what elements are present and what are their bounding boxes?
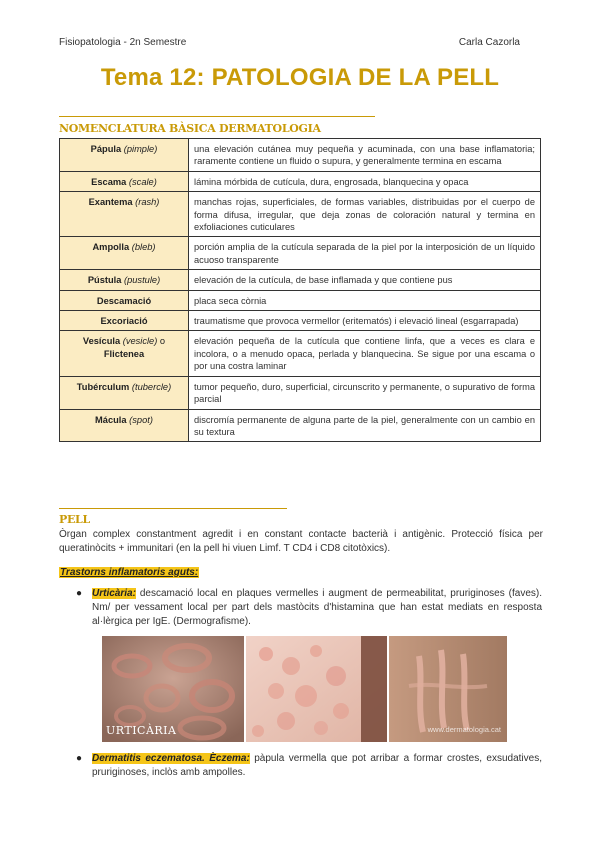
bullet-text: descamació local en plaques vermelles i augment de permeabilitat, pruriginoses (faves). Nm/ per vessament local per part dels mastòcits d'histamina que han estat mediats en resposta al·lèrgica per IgE. (Dermografisme). — [92, 588, 542, 627]
term-cell — [60, 139, 189, 172]
table-row — [60, 171, 541, 191]
term-cell — [60, 311, 189, 331]
bullet-item-eczema — [76, 752, 542, 780]
figure-caption: URTICÀRIA — [106, 724, 177, 737]
bullet-term: Dermatitis eczematosa. Èczema: — [92, 753, 250, 764]
term-translation: (scale) — [128, 176, 157, 187]
table-row — [60, 270, 541, 290]
term-cell — [60, 237, 189, 270]
nomenclature-heading: NOMENCLATURA BÀSICA DERMATOLOGIA — [59, 122, 321, 135]
term-name: Escama — [91, 176, 127, 187]
term-name: Tubérculum — [76, 381, 130, 392]
term-name: Excoriació — [100, 316, 148, 327]
term-cell — [60, 331, 189, 376]
term-cell — [60, 376, 189, 409]
term-translation: (tubercle) — [131, 381, 172, 392]
page-title: Tema 12: PATOLOGIA DE LA PELL — [100, 64, 500, 91]
definition-cell: placa seca còrnia — [189, 290, 541, 310]
term-name: Mácula — [95, 414, 127, 425]
term-name: Pústula — [87, 275, 122, 286]
term-suffix: o — [159, 336, 166, 347]
definition-cell: elevación de la cutícula, de base inflamada y que contiene pus — [189, 270, 541, 290]
definition-cell: discromía permanente de alguna parte de la piel, generalmente con un cambio en su textura — [189, 409, 541, 442]
definition-cell: manchas rojas, superficiales, de formas variables, distribuidas por el cuerpo de forma difusa, irregular, que deja zonas de coloración natural y termina en exfoliaciones cuticulares — [189, 192, 541, 237]
divider-line — [59, 116, 375, 117]
table-row — [60, 376, 541, 409]
term-cell — [60, 409, 189, 442]
term-name: Descamació — [96, 295, 152, 306]
bullet-item-urticaria — [76, 587, 542, 629]
urticaria-photo-3 — [389, 636, 507, 742]
bullet-term: Urticària: — [92, 588, 136, 599]
term-name: Exantema — [88, 197, 133, 208]
definition-cell: lámina mórbida de cutícula, dura, engrosada, blanquecina y opaca — [189, 171, 541, 191]
bullet-icon: ● — [76, 753, 83, 764]
term-name-line2: Flictenea — [103, 348, 145, 359]
divider-line — [59, 508, 287, 509]
urticaria-photo-1 — [102, 636, 244, 742]
nomenclature-table — [59, 138, 541, 442]
term-cell — [60, 171, 189, 191]
term-translation: (pustule) — [124, 275, 161, 286]
term-name: Ampolla — [92, 242, 130, 253]
bullet-icon: ● — [76, 588, 83, 599]
table-row — [60, 331, 541, 376]
pell-heading: PELL — [59, 513, 90, 526]
definition-cell: una elevación cutánea muy pequeña y acuminada, con una base inflamatoria; raramente contiene un fluido o supura, y generalmente termina en escama — [189, 139, 541, 172]
definition-cell: elevación pequeña de la cutícula que contiene linfa, que a veces es clara e incolora, o a menudo opaca, perlada y blanquecina. Se sigue por una escama o por una costra laminar — [189, 331, 541, 376]
figure-watermark: www.dermatologia.cat — [427, 725, 501, 734]
term-name: Pápula — [90, 144, 122, 154]
term-translation: (spot) — [129, 414, 153, 425]
header-course: Fisiopatologia - 2n Semestre — [59, 37, 187, 48]
urticaria-figure — [102, 636, 507, 742]
table-row — [60, 237, 541, 270]
table-row — [60, 139, 541, 172]
definition-cell: porción amplia de la cutícula separada de la piel por la interposición de un líquido acuoso transparente — [189, 237, 541, 270]
definition-cell: tumor pequeño, duro, superficial, circunscrito y permanente, o supurativo de forma parcial — [189, 376, 541, 409]
table-row — [60, 192, 541, 237]
urticaria-photo-2 — [246, 636, 387, 742]
term-translation: (rash) — [135, 197, 160, 208]
pell-paragraph: Òrgan complex constantment agredit i en constant contacte bacterià i antigènic. Protecció física per queratinòcits + immunitari (en la pell hi viuen Limf. T CD4 i CD8 citotòxics). — [59, 529, 543, 554]
term-translation: (pimple) — [123, 144, 158, 154]
bullet-text: pàpula vermella que pot arribar a formar crostes, exsudatives, pruriginoses, inclòs amb ampolles. — [92, 753, 542, 778]
table-row — [60, 409, 541, 442]
term-cell — [60, 290, 189, 310]
term-translation: (vesicle) — [122, 336, 158, 347]
term-cell — [60, 270, 189, 290]
trastorns-heading: Trastorns inflamatoris aguts: — [60, 567, 199, 578]
definition-cell: traumatisme que provoca vermellor (eritematós) i elevació lineal (esgarrapada) — [189, 311, 541, 331]
table-row — [60, 311, 541, 331]
term-cell — [60, 192, 189, 237]
header-author: Carla Cazorla — [458, 37, 520, 48]
term-translation: (bleb) — [131, 242, 156, 253]
table-row — [60, 290, 541, 310]
term-name: Vesícula — [82, 336, 121, 347]
